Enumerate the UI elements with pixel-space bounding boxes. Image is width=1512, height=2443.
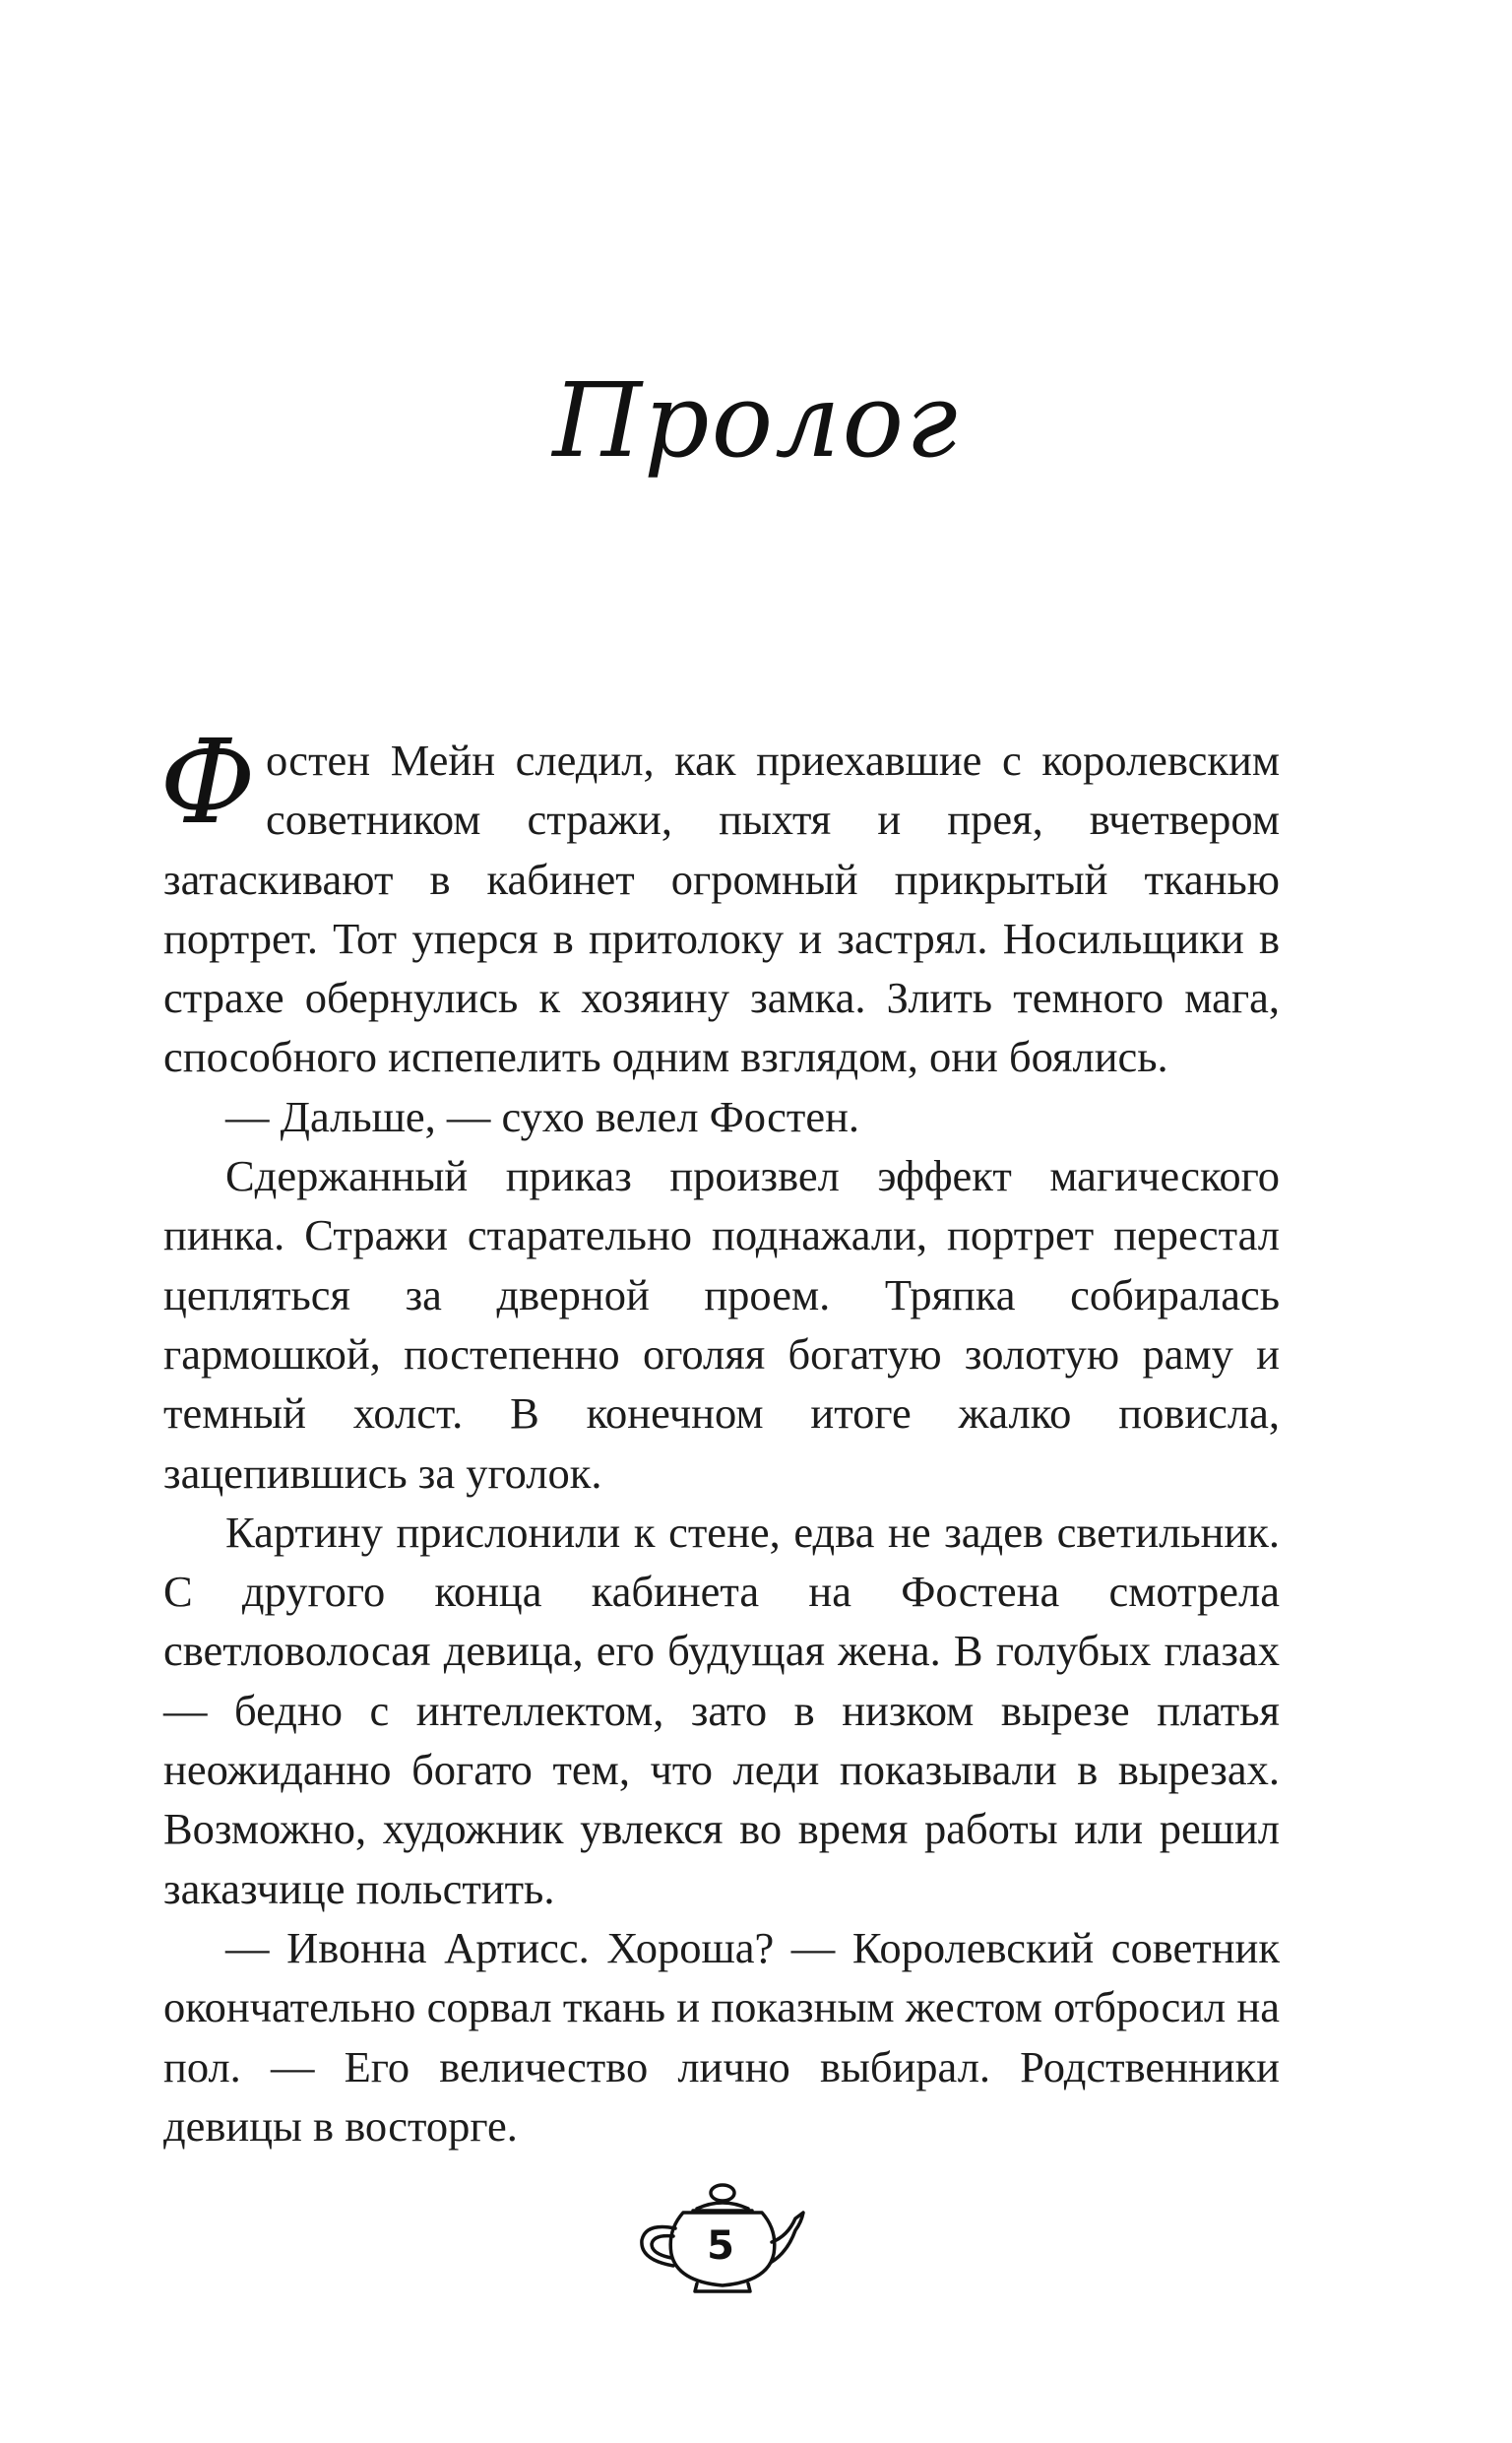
drop-cap: Ф bbox=[159, 714, 256, 850]
chapter-text bbox=[159, 714, 1280, 2155]
paragraph-3: Сдержанный приказ произвел эффект магического пинка. Стражи старательно поднажали, портрет перестал цепляться за дверной проем. Тряпка собиралась гармошкой, постепенно оголяя богатую золотую раму и темный холст. В конечном итоге жалко повисла, зацепившись за уголок. bbox=[163, 1151, 1280, 1498]
paragraph-1 bbox=[159, 714, 1280, 1087]
page-number: 5 bbox=[707, 2223, 734, 2269]
page-footer bbox=[628, 2179, 821, 2295]
paragraph-2: — Дальше, — сухо велел Фостен. bbox=[225, 1091, 860, 1141]
paragraph-4: Картину прислонили к стене, едва не задев светильник. С другого конца кабинета на Фостена смотрела светловолосая девица, его будущая жена. В голубых глазах — бедно с интеллектом, зато в низком вырезе платья неожиданно богато тем, что леди показывали в вырезах. Возможно, художник увлекся во время работы или решил заказчице польстить. bbox=[163, 1507, 1280, 1913]
chapter-title: Пролог bbox=[552, 360, 960, 481]
paragraph-1-text: остен Мейн следил, как приехавшие с королевским советником стражи, пыхтя и прея, вчетвером затаскивают в кабинет огромный прикрытый тканью портрет. Тот уперся в притолоку и застрял. Носильщики в страхе обернулись к хозяину замка. Злить темного мага, способного испепелить одним взглядом, они боялись. bbox=[163, 736, 1280, 1082]
paragraph-5: — Ивонна Артисс. Хороша? — Королевский советник окончательно сорвал ткань и показным жестом отбросил на пол. — Его величество лично выбирал. Родственники девицы в восторге. bbox=[163, 1922, 1280, 2151]
